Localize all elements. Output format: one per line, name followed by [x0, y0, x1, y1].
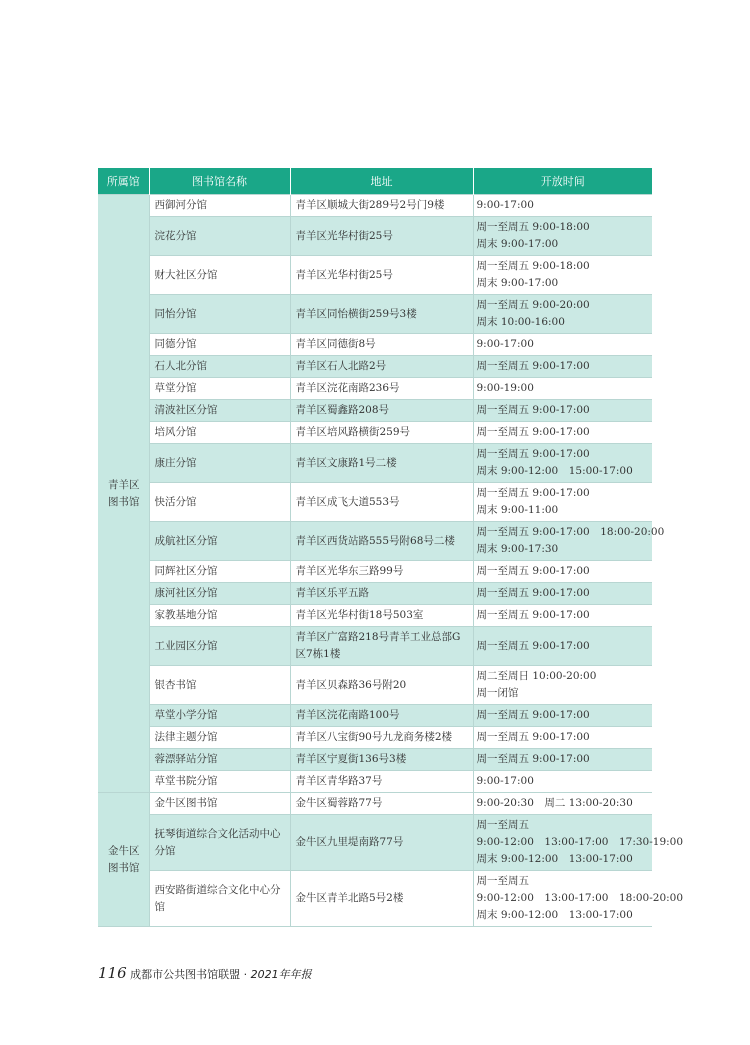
table-row	[98, 256, 652, 295]
address-cell: 青羊区广富路218号青羊工业总部G区7栋1楼	[290, 627, 473, 666]
library-name-cell: 工业园区分馆	[149, 627, 290, 666]
table-row	[98, 356, 652, 378]
header-opening-hours: 开放时间	[473, 168, 652, 195]
table-row	[98, 400, 652, 422]
table-row	[98, 561, 652, 583]
table-row	[98, 771, 652, 793]
hours-line: 9:00-12:00 13:00-17:00 17:30-19:00	[476, 836, 684, 848]
hours-line: 周一至周五 9:00-17:00 18:00-20:00	[476, 526, 665, 538]
table-row	[98, 793, 652, 815]
address-cell: 青羊区蜀鑫路208号	[290, 400, 473, 422]
hours-line: 周末 9:00-12:00 13:00-17:00	[476, 909, 633, 921]
hours-line: 周一至周五 9:00-17:00	[476, 587, 590, 599]
table-body	[98, 195, 684, 927]
footer-year: 2021年年报	[250, 968, 312, 981]
hours-line: 周一至周五 9:00-17:00	[476, 731, 590, 743]
table-row	[98, 295, 652, 334]
opening-hours-cell	[473, 444, 652, 483]
table-row	[98, 727, 652, 749]
opening-hours-cell	[473, 771, 652, 793]
address-cell: 青羊区乐平五路	[290, 583, 473, 605]
opening-hours-cell	[473, 815, 684, 871]
library-name-cell: 浣花分馆	[149, 217, 290, 256]
address-cell: 青羊区同德街8号	[290, 334, 473, 356]
library-name-cell: 清波社区分馆	[149, 400, 290, 422]
library-name-cell: 银杏书馆	[149, 666, 290, 705]
page-number: 116	[98, 964, 127, 982]
header-affiliation: 所属馆	[98, 168, 149, 195]
opening-hours-cell	[473, 793, 652, 815]
library-name-cell: 康河社区分馆	[149, 583, 290, 605]
hours-line: 周一至周五 9:00-17:00	[476, 487, 590, 499]
address-cell: 青羊区贝森路36号附20	[290, 666, 473, 705]
library-name-cell: 快活分馆	[149, 483, 290, 522]
opening-hours-cell	[473, 400, 652, 422]
hours-line: 周一至周五 9:00-17:00	[476, 404, 590, 416]
hours-line: 周末 10:00-16:00	[476, 316, 565, 328]
page-footer	[98, 964, 312, 982]
address-cell: 金牛区青羊北路5号2楼	[290, 871, 473, 927]
hours-line: 周一闭馆	[476, 687, 519, 699]
address-cell: 青羊区八宝街90号九龙商务楼2楼	[290, 727, 473, 749]
library-name-cell: 同怡分馆	[149, 295, 290, 334]
table-row	[98, 605, 652, 627]
hours-line: 周一至周五 9:00-20:00	[476, 299, 590, 311]
group-cell	[98, 195, 149, 793]
opening-hours-cell	[473, 334, 652, 356]
opening-hours-cell	[473, 195, 652, 217]
hours-line: 9:00-17:00	[476, 338, 534, 350]
address-cell: 青羊区宁夏街136号3楼	[290, 749, 473, 771]
hours-line: 周一至周五	[476, 819, 529, 831]
hours-line: 周一至周五 9:00-17:00	[476, 639, 590, 652]
opening-hours-cell	[473, 256, 652, 295]
opening-hours-cell	[473, 217, 652, 256]
table-row	[98, 378, 652, 400]
address-cell: 青羊区青华路37号	[290, 771, 473, 793]
hours-line: 周一至周五	[476, 875, 529, 887]
address-cell: 金牛区蜀蓉路77号	[290, 793, 473, 815]
opening-hours-cell	[473, 727, 652, 749]
table-row	[98, 334, 652, 356]
library-table	[98, 168, 684, 927]
opening-hours-cell	[473, 378, 652, 400]
library-name-cell: 成航社区分馆	[149, 522, 290, 561]
header-library-name: 图书馆名称	[149, 168, 290, 195]
library-name-cell: 金牛区图书馆	[149, 793, 290, 815]
address-cell: 青羊区石人北路2号	[290, 356, 473, 378]
address-cell: 青羊区文康路1号二楼	[290, 444, 473, 483]
opening-hours-cell	[473, 666, 652, 705]
hours-line: 周一至周五 9:00-17:00	[476, 709, 590, 721]
hours-line: 周一至周五 9:00-17:00	[476, 753, 590, 765]
library-name-cell: 同德分馆	[149, 334, 290, 356]
hours-line: 周一至周五 9:00-17:00	[476, 360, 590, 372]
footer-title: 成都市公共图书馆联盟 ·	[130, 968, 251, 981]
opening-hours-cell	[473, 422, 652, 444]
table-row	[98, 627, 652, 666]
group-name-line: 金牛区	[108, 844, 140, 857]
hours-line: 9:00-17:00	[476, 775, 534, 787]
library-name-cell: 康庄分馆	[149, 444, 290, 483]
address-cell: 青羊区光华村街25号	[290, 217, 473, 256]
hours-line: 9:00-19:00	[476, 382, 534, 394]
table-row	[98, 444, 652, 483]
hours-line: 周末 9:00-17:30	[476, 543, 559, 555]
library-name-cell: 石人北分馆	[149, 356, 290, 378]
library-name-cell: 草堂小学分馆	[149, 705, 290, 727]
address-cell: 青羊区浣花南路236号	[290, 378, 473, 400]
opening-hours-cell	[473, 522, 665, 561]
address-cell: 青羊区培风路横街259号	[290, 422, 473, 444]
hours-line: 周末 9:00-17:00	[476, 238, 559, 250]
address-cell: 青羊区成飞大道553号	[290, 483, 473, 522]
library-name-cell: 草堂书院分馆	[149, 771, 290, 793]
library-name-cell: 法律主题分馆	[149, 727, 290, 749]
table-row	[98, 871, 652, 927]
hours-line: 9:00-20:30 周二 13:00-20:30	[476, 797, 633, 809]
hours-line: 周末 9:00-12:00 13:00-17:00	[476, 853, 633, 865]
library-name-cell: 草堂分馆	[149, 378, 290, 400]
address-cell: 青羊区光华村街25号	[290, 256, 473, 295]
opening-hours-cell	[473, 583, 652, 605]
address-cell: 青羊区顺城大街289号2号门9楼	[290, 195, 473, 217]
opening-hours-cell	[473, 295, 652, 334]
library-name-cell: 西安路街道综合文化中心分馆	[149, 871, 290, 927]
opening-hours-cell	[473, 627, 652, 666]
hours-line: 9:00-12:00 13:00-17:00 18:00-20:00	[476, 892, 684, 904]
table-row	[98, 666, 652, 705]
hours-line: 周末 9:00-12:00 15:00-17:00	[476, 465, 633, 477]
hours-line: 周末 9:00-11:00	[476, 504, 559, 516]
table-row	[98, 522, 652, 561]
table-row	[98, 749, 652, 771]
address-cell: 青羊区光华村街18号503室	[290, 605, 473, 627]
library-name-cell: 培风分馆	[149, 422, 290, 444]
opening-hours-cell	[473, 705, 652, 727]
address-cell: 青羊区西货站路555号附68号二楼	[290, 522, 473, 561]
table-row	[98, 195, 652, 217]
hours-line: 周一至周五 9:00-17:00	[476, 609, 590, 621]
library-name-cell: 同辉社区分馆	[149, 561, 290, 583]
library-name-cell: 抚琴街道综合文化活动中心分馆	[149, 815, 290, 871]
hours-line: 周一至周五 9:00-17:00	[476, 565, 590, 577]
hours-line: 周末 9:00-17:00	[476, 277, 559, 289]
table-header-row	[98, 168, 652, 195]
hours-line: 周二至周日 10:00-20:00	[476, 670, 597, 682]
table-row	[98, 422, 652, 444]
hours-line: 周一至周五 9:00-18:00	[476, 221, 590, 233]
hours-line: 周一至周五 9:00-17:00	[476, 448, 590, 460]
group-name-line: 图书馆	[108, 861, 140, 874]
hours-line: 9:00-17:00	[476, 199, 534, 211]
table-row	[98, 815, 652, 871]
opening-hours-cell	[473, 871, 684, 927]
hours-line: 周一至周五 9:00-17:00	[476, 426, 590, 438]
opening-hours-cell	[473, 356, 652, 378]
library-name-cell: 蓉漂驿站分馆	[149, 749, 290, 771]
library-name-cell: 财大社区分馆	[149, 256, 290, 295]
address-cell: 青羊区浣花南路100号	[290, 705, 473, 727]
header-address: 地址	[290, 168, 473, 195]
address-cell: 青羊区光华东三路99号	[290, 561, 473, 583]
table-row	[98, 705, 652, 727]
library-name-cell: 西御河分馆	[149, 195, 290, 217]
group-cell	[98, 793, 149, 927]
address-cell: 金牛区九里堤南路77号	[290, 815, 473, 871]
address-cell: 青羊区同怡横街259号3楼	[290, 295, 473, 334]
opening-hours-cell	[473, 749, 652, 771]
table-row	[98, 483, 652, 522]
opening-hours-cell	[473, 561, 652, 583]
opening-hours-cell	[473, 483, 652, 522]
table-row	[98, 583, 652, 605]
group-name-line: 青羊区	[108, 478, 140, 491]
library-name-cell: 家教基地分馆	[149, 605, 290, 627]
group-name-line: 图书馆	[108, 495, 140, 508]
hours-line: 周一至周五 9:00-18:00	[476, 260, 590, 272]
table-row	[98, 217, 652, 256]
opening-hours-cell	[473, 605, 652, 627]
